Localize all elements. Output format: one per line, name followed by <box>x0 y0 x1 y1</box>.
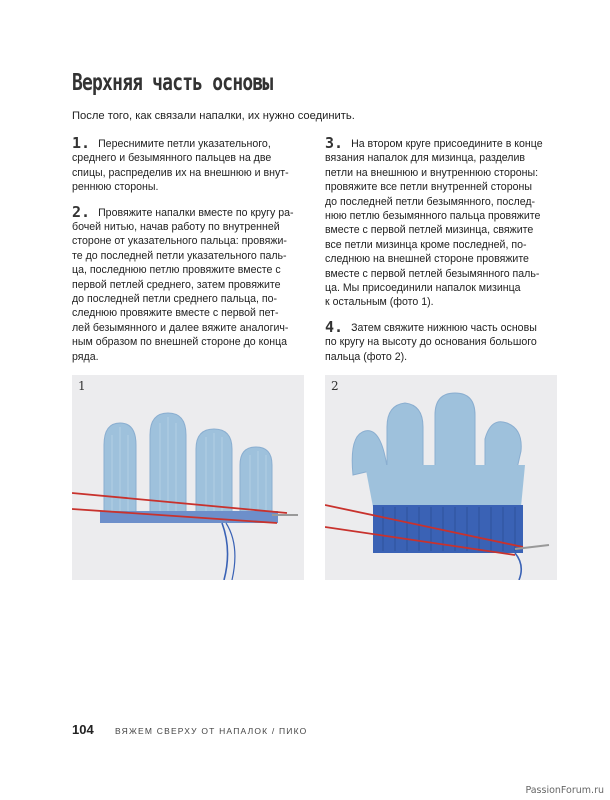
step-text: Затем свяжите нижнюю часть основы по кругу на высоту до основания большого пальца (фото 2). <box>325 321 537 363</box>
step-1 <box>72 136 320 195</box>
photo-label: 1 <box>78 379 86 393</box>
step-number: 3. <box>325 134 344 152</box>
step-number: 4. <box>325 317 344 336</box>
knitted-body-illustration <box>325 375 557 580</box>
page-number: 104 <box>72 722 94 737</box>
step-2 <box>72 202 320 364</box>
step-text: На втором круге присоедините в конце вязания напалок для мизинца, разделив петли на внешнюю и внутреннюю стороны: провяжите все петли внутренней стороны до последней петли безымянного, послед- нюю петлю безымянного пальца провяжите вместе с первой петлей мизинца, свяжите все петли мизинца кроме последней, по- следнюю на внешней стороне провяжите вместе с первой петлей безымянного паль- ца. Мы присоединили напалок мизинца к остальным (фото 1). <box>325 138 543 309</box>
page-footer <box>72 722 307 737</box>
step-4 <box>325 317 565 364</box>
left-column <box>72 136 320 374</box>
step-number: 1. <box>72 134 91 152</box>
right-column <box>325 136 565 374</box>
photo-2 <box>325 375 557 580</box>
page-title: Верхняя часть основы <box>72 70 273 96</box>
running-title: ВЯЖЕМ СВЕРХУ ОТ НАПАЛОК / ПИКО <box>115 726 308 736</box>
watermark-text: PassionForum.ru <box>525 785 604 796</box>
photo-label: 2 <box>331 379 339 393</box>
step-text: Провяжите напалки вместе по кругу ра- бочей нитью, начав работу по внутренней стороне от указательного пальца: провяжи- те до последней петли указательного паль- ца, последнюю петлю провяжите вместе с первой петлей среднего, затем провяжите до последней петли среднего пальца, по- следнюю провяжите вместе с первой пет- лей безымянного и далее вяжите аналогич- ным образом по внешней стороне до конца ряда. <box>72 206 294 363</box>
photo-1 <box>72 375 304 580</box>
step-text: Переснимите петли указательного, среднего и безымянного пальцев на две спицы, распределив их на внешнюю и внут- реннюю стороны. <box>72 138 289 194</box>
intro-text: После того, как связали напалки, их нужно соединить. <box>72 110 355 122</box>
step-3 <box>325 136 565 310</box>
step-number: 2. <box>72 202 91 221</box>
knitted-fingers-illustration <box>72 375 304 580</box>
